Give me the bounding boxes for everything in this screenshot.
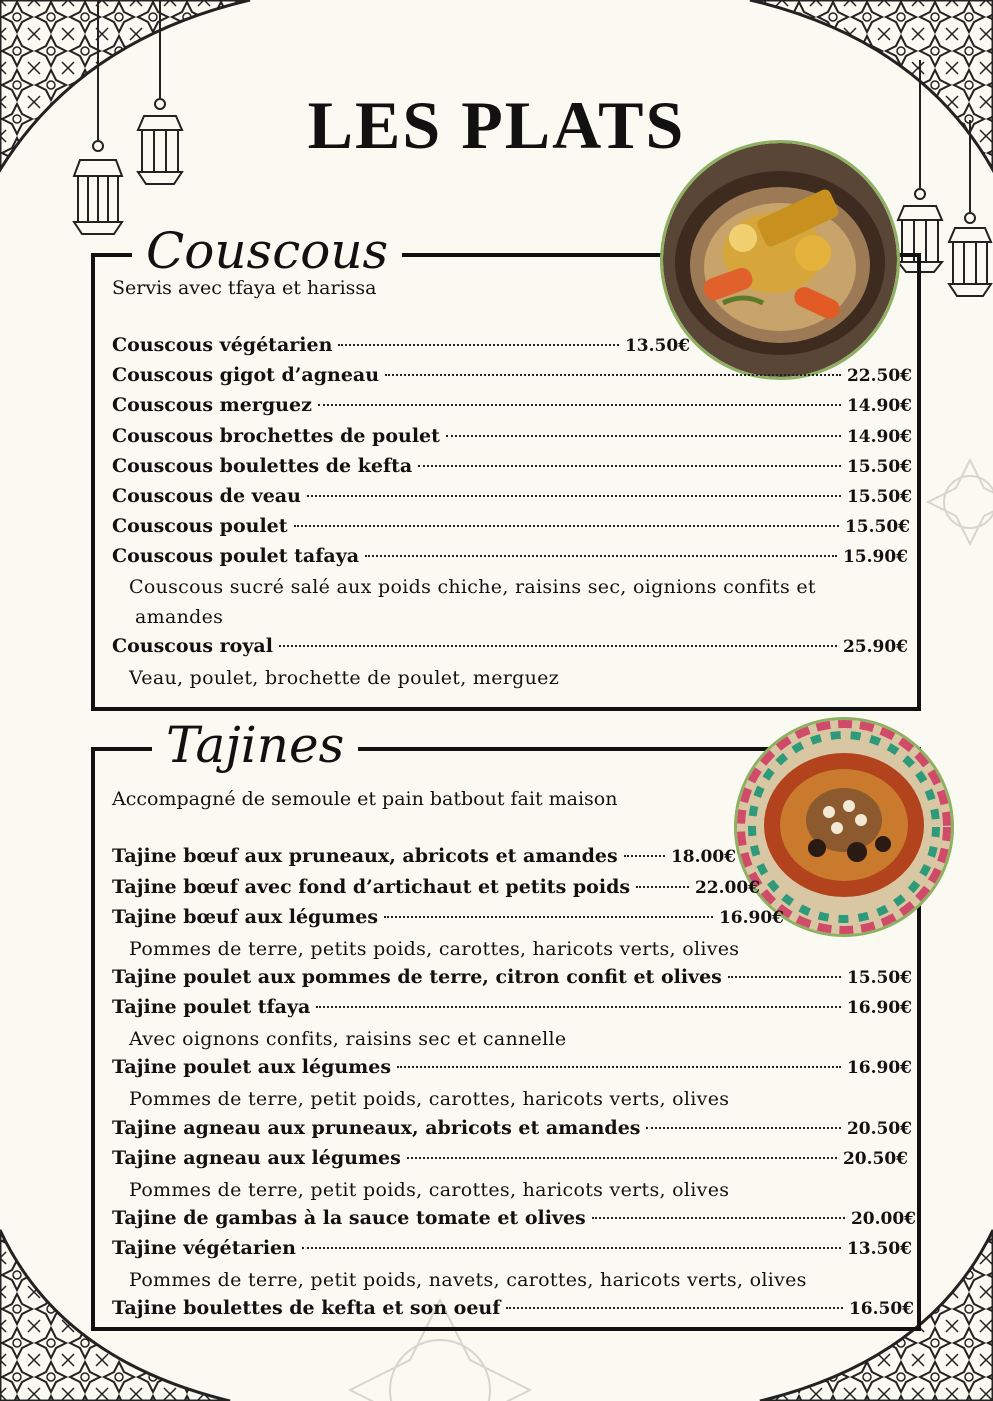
menu-item-couscous-poulet: Couscous poulet 15.50€ xyxy=(112,515,910,537)
menu-item-tajine-poulet-legumes: Tajine poulet aux légumes 16.90€ xyxy=(112,1056,912,1078)
menu-item-couscous-veau: Couscous de veau 15.50€ xyxy=(112,485,912,507)
menu-item-couscous-kefta: Couscous boulettes de kefta 15.50€ xyxy=(112,455,912,477)
page-title: LES PLATS xyxy=(307,87,686,163)
menu-item-tajine-kefta-oeuf: Tajine boulettes de kefta et son oeuf 16.50€ xyxy=(112,1297,914,1319)
menu-item-couscous-brochettes: Couscous brochettes de poulet 14.90€ xyxy=(112,425,912,447)
menu-item-couscous-merguez: Couscous merguez 14.90€ xyxy=(112,394,912,416)
tajine-photo xyxy=(734,717,954,937)
menu-item-tajine-gambas: Tajine de gambas à la sauce tomate et olives 20.00€ xyxy=(112,1207,916,1229)
menu-item-tajine-boeuf-artichaut: Tajine bœuf avec fond d’artichaut et petits poids 22.00€ xyxy=(112,876,760,898)
menu-item-couscous-vegetarien: Couscous végétarien 13.50€ xyxy=(112,334,690,356)
couscous-photo xyxy=(660,140,900,380)
couscous-dish-image xyxy=(663,143,897,377)
menu-item-tajine-agneau-pruneaux: Tajine agneau aux pruneaux, abricots et amandes 20.50€ xyxy=(112,1117,912,1139)
menu-item-tajine-poulet-tfaya: Tajine poulet tfaya 16.90€ xyxy=(112,996,912,1018)
menu-item-couscous-royal: Couscous royal 25.90€ xyxy=(112,635,908,657)
item-description: Avec oignons confits, raisins sec et cannelle xyxy=(129,1028,567,1050)
couscous-subtitle: Servis avec tfaya et harissa xyxy=(112,277,377,299)
menu-item-couscous-tafaya: Couscous poulet tafaya 15.90€ xyxy=(112,545,908,567)
item-description: Pommes de terre, petits poids, carottes, haricots verts, olives xyxy=(129,938,740,960)
item-description: Couscous sucré salé aux poids chiche, raisins sec, oignions confits et xyxy=(129,576,816,598)
item-description: Pommes de terre, petit poids, carottes, haricots verts, olives xyxy=(129,1088,730,1110)
menu-item-tajine-vegetarien: Tajine végétarien 13.50€ xyxy=(112,1237,912,1259)
menu-item-tajine-poulet-citron: Tajine poulet aux pommes de terre, citron confit et olives 15.50€ xyxy=(112,966,912,988)
tajines-heading: Tajines xyxy=(152,715,358,775)
menu-item-tajine-boeuf-pruneaux: Tajine bœuf aux pruneaux, abricots et amandes 18.00€ xyxy=(112,845,736,867)
menu-item-tajine-boeuf-legumes: Tajine bœuf aux légumes 16.90€ xyxy=(112,906,784,928)
item-description: Veau, poulet, brochette de poulet, merguez xyxy=(129,667,560,689)
tajines-subtitle: Accompagné de semoule et pain batbout fait maison xyxy=(112,788,618,810)
item-description: Pommes de terre, petit poids, carottes, haricots verts, olives xyxy=(129,1179,730,1201)
tajine-dish-image xyxy=(737,720,951,934)
item-description: Pommes de terre, petit poids, navets, carottes, haricots verts, olives xyxy=(129,1269,807,1291)
menu-item-tajine-agneau-legumes: Tajine agneau aux légumes 20.50€ xyxy=(112,1147,908,1169)
item-description: amandes xyxy=(135,606,224,628)
menu-item-couscous-gigot: Couscous gigot d’agneau 22.50€ xyxy=(112,364,912,386)
couscous-heading: Couscous xyxy=(132,221,402,281)
